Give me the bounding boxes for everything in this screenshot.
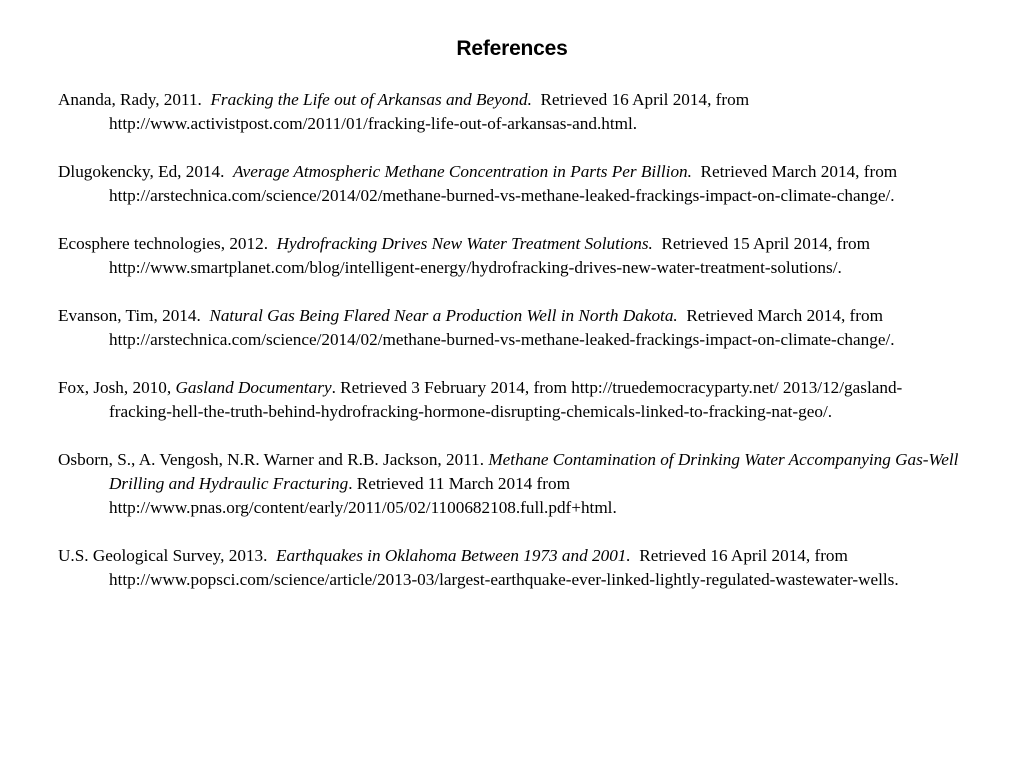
- reference-title: Gasland Documentary: [175, 378, 332, 397]
- reference-author: Ananda, Rady, 2011.: [58, 90, 202, 109]
- reference-retrieval: . Retrieved 11 March 2014 from http://www.pnas.org/content/early/2011/05/02/1100682108.full.pdf+html.: [109, 474, 617, 517]
- reference-author: Osborn, S., A. Vengosh, N.R. Warner and R.B. Jackson, 2011.: [58, 450, 485, 469]
- reference-item: [58, 88, 963, 136]
- reference-retrieval: . Retrieved 3 February 2014, from http://truedemocracyparty.net/ 2013/12/gasland-fracking-hell-the-truth-behind-hydrofracking-hormone-disrupting-chemicals-linked-to-fracking-nat-geo/.: [109, 378, 903, 421]
- reference-list: [58, 88, 963, 592]
- reference-item: [58, 448, 963, 520]
- reference-retrieval: Retrieved 16 April 2014, from http://www.activistpost.com/2011/01/fracking-life-out-of-arkansas-and.html.: [109, 90, 750, 133]
- reference-item: [58, 544, 963, 592]
- reference-author: Fox, Josh, 2010,: [58, 378, 172, 397]
- reference-author: Dlugokencky, Ed, 2014.: [58, 162, 225, 181]
- reference-title: Fracking the Life out of Arkansas and Beyond.: [210, 90, 532, 109]
- reference-title: Average Atmospheric Methane Concentration in Parts Per Billion.: [233, 162, 692, 181]
- reference-title: Methane Contamination of Drinking Water Accompanying Gas-Well Drilling and Hydraulic Fracturing: [109, 450, 959, 493]
- reference-retrieval: Retrieved March 2014, from http://arstechnica.com/science/2014/02/methane-burned-vs-methane-leaked-frackings-impact-on-climate-change/.: [109, 162, 898, 205]
- reference-item: [58, 160, 963, 208]
- reference-item: [58, 304, 963, 352]
- page-title: References: [456, 37, 568, 60]
- reference-author: U.S. Geological Survey, 2013.: [58, 546, 268, 565]
- reference-title: Hydrofracking Drives New Water Treatment Solutions.: [276, 234, 653, 253]
- reference-title: Natural Gas Being Flared Near a Production Well in North Dakota.: [209, 306, 678, 325]
- reference-title: Earthquakes in Oklahoma Between 1973 and 2001.: [276, 546, 631, 565]
- reference-retrieval: Retrieved 15 April 2014, from http://www.smartplanet.com/blog/intelligent-energy/hydrofracking-drives-new-water-treatment-solutions/.: [109, 234, 871, 277]
- reference-item: [58, 376, 963, 424]
- reference-item: [58, 232, 963, 280]
- reference-retrieval: Retrieved 16 April 2014, from http://www.popsci.com/science/article/2013-03/largest-earthquake-ever-linked-lightly-regulated-wastewater-wells.: [109, 546, 899, 589]
- reference-retrieval: Retrieved March 2014, from http://arstechnica.com/science/2014/02/methane-burned-vs-methane-leaked-frackings-impact-on-climate-change/.: [109, 306, 895, 349]
- reference-author: Evanson, Tim, 2014.: [58, 306, 201, 325]
- reference-author: Ecosphere technologies, 2012.: [58, 234, 269, 253]
